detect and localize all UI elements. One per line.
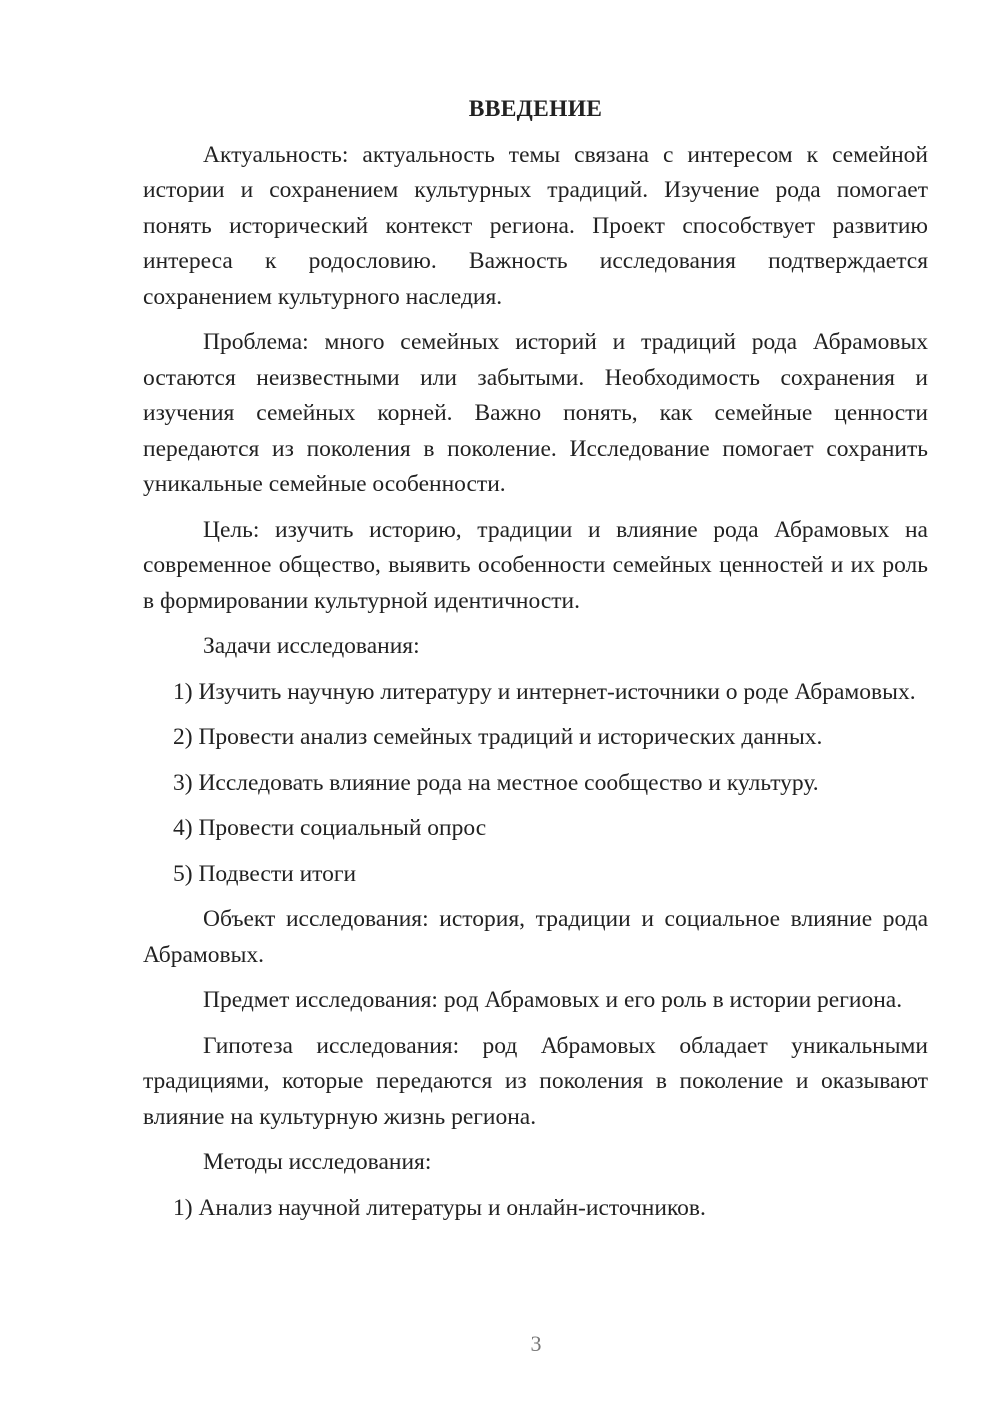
page-number: 3	[530, 1331, 542, 1356]
paragraph-goal: Цель: изучить историю, традиции и влияние рода Абрамовых на современное общество, выявить особенности семейных ценностей и их роль в формировании культурной идентичности.	[143, 516, 928, 614]
paragraph-problem: Проблема: много семейных историй и традиций рода Абрамовых остаются неизвестными или забытыми. Необходимость сохранения и изучения семейных корней. Важно понять, как семейные ценности передаются из поколения в поколение. Исследование помогает сохранить уникальные семейные особенности.	[143, 329, 928, 497]
paragraph-hypothesis: Гипотеза исследования: род Абрамовых обладает уникальными традициями, которые передаются из поколения в поколение и оказывают влияние на культурную жизнь региона.	[143, 1032, 928, 1130]
method-item: 1) Анализ научной литературы и онлайн-источников.	[173, 1194, 706, 1221]
tasks-heading: Задачи исследования:	[203, 633, 420, 659]
paragraph-subject: Предмет исследования: род Абрамовых и его роль в истории региона.	[203, 987, 903, 1013]
task-item: 5) Подвести итоги	[173, 860, 357, 887]
methods-heading: Методы исследования:	[203, 1149, 432, 1175]
task-item: 2) Провести анализ семейных традиций и исторических данных.	[173, 724, 823, 750]
page-content	[143, 92, 928, 1236]
task-item: 4) Провести социальный опрос	[173, 815, 487, 841]
paragraph-object: Объект исследования: история, традиции и социальное влияние рода Абрамовых.	[143, 906, 928, 968]
section-title: ВВЕДЕНИЕ	[468, 96, 603, 122]
paragraph-relevance: Актуальность: актуальность темы связана с интересом к семейной истории и сохранением культурных традиций. Изучение рода помогает понять исторический контекст региона. Проект способствует развитию интереса к родословию. Важность исследования подтверждается сохранением культурного наследия.	[143, 141, 928, 310]
task-item: 1) Изучить научную литературу и интернет-источники о роде Абрамовых.	[173, 678, 916, 705]
task-item: 3) Исследовать влияние рода на местное сообщество и культуру.	[173, 769, 819, 796]
